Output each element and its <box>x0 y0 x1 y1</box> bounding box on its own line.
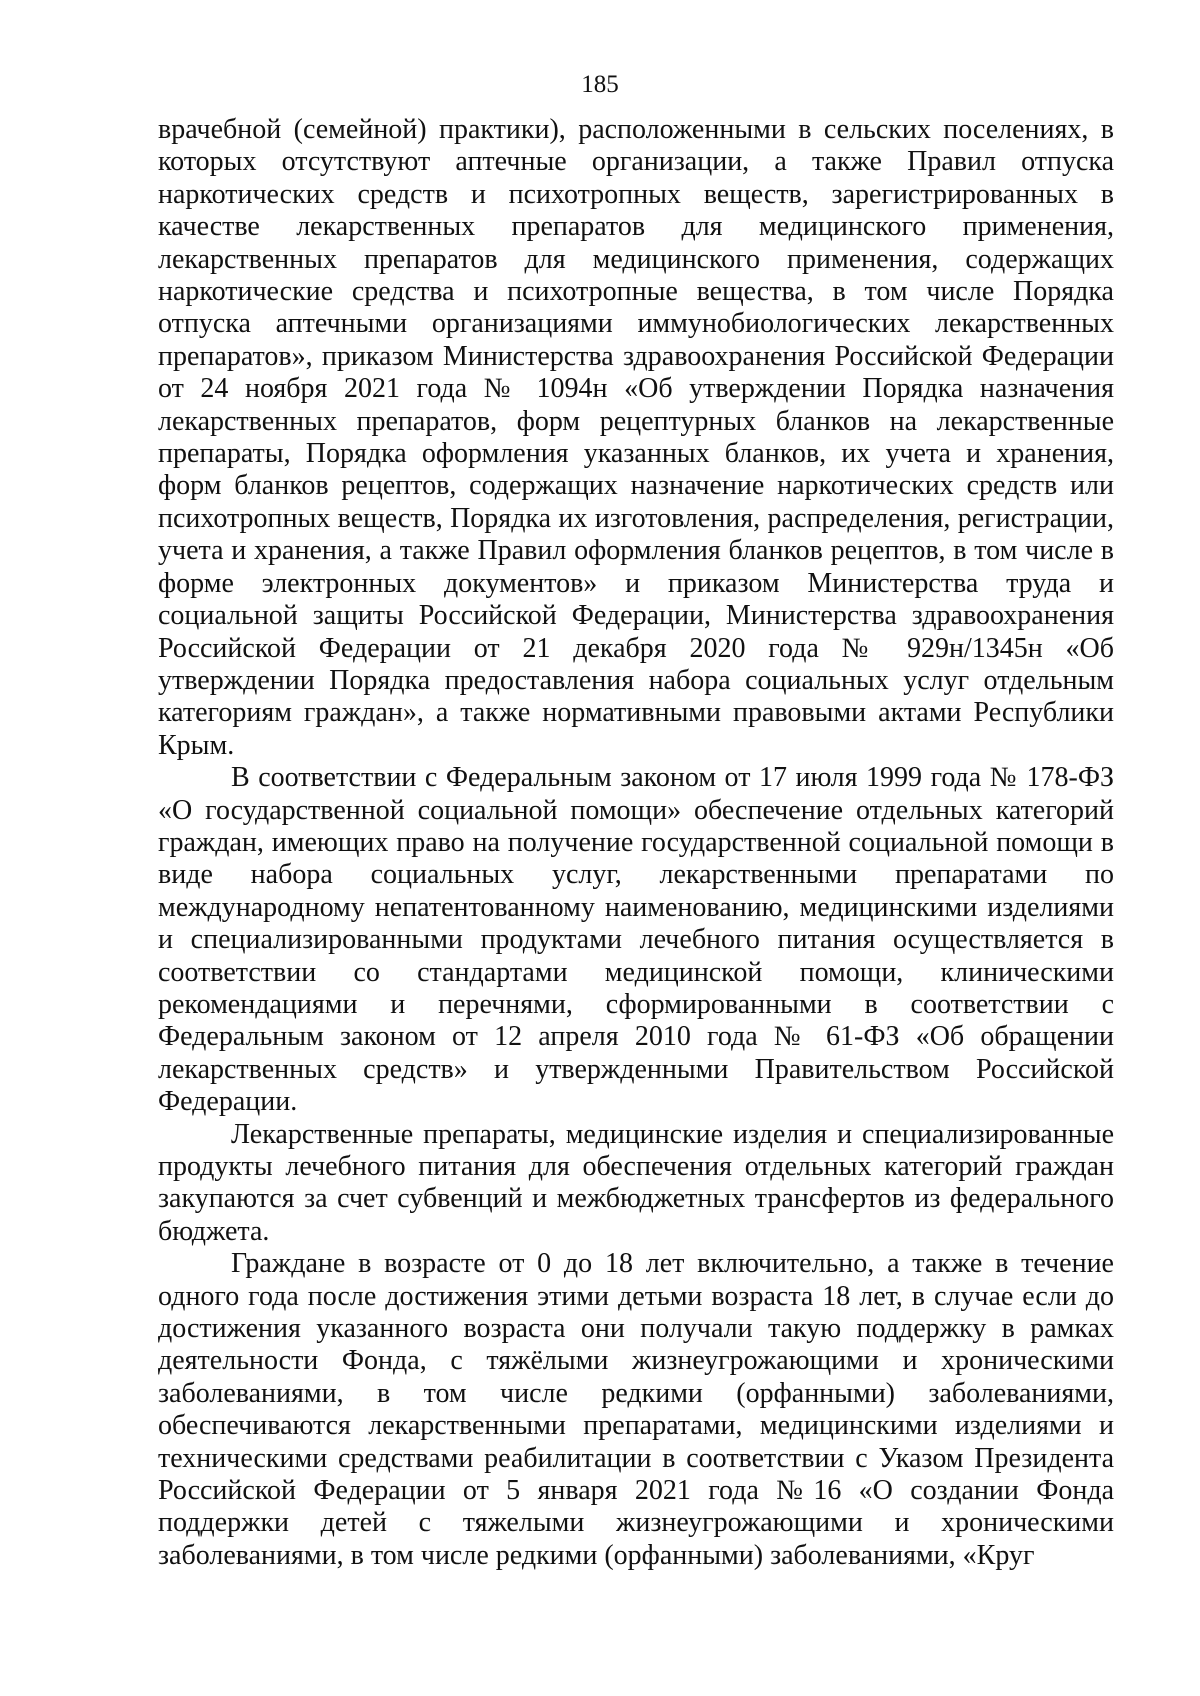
paragraph-procurement: Лекарственные препараты, медицинские изделия и специализированные продукты лечебного питания для обеспечения отдельных категорий граждан закупаются за счет субвенций и межбюджетных трансфертов из федерального бюджета. <box>158 1118 1114 1247</box>
page-number: 185 <box>581 71 619 98</box>
paragraph-continuation: врачебной (семейной) практики), расположенными в сельских поселениях, в которых отсутствуют аптечные организации, а также Правил отпуска наркотических средств и психотропных веществ, зарегистрированных в качестве лекарственных препаратов для медицинского применения, лекарственных препаратов для медицинского применения, содержащих наркотические средства и психотропные вещества, в том числе Порядка отпуска аптечными организациями иммунобиологических лекарственных препаратов», приказом Министерства здравоохранения Российской Федерации от 24 ноября 2021 года № 1094н «Об утверждении Порядка назначения лекарственных препаратов, форм рецептурных бланков на лекарственные препараты, Порядка оформления указанных бланков, их учета и хранения, форм бланков рецептов, содержащих назначение наркотических средств или психотропных веществ, Порядка их изготовления, распределения, регистрации, учета и хранения, а также Правил оформления бланков рецептов, в том числе в форме электронных документов» и приказом Министерства труда и социальной защиты Российской Федерации, Министерства здравоохранения Российской Федерации от 21 декабря 2020 года № 929н/1345н «Об утверждении Порядка предоставления набора социальных услуг отдельным категориям граждан», а также нормативными правовыми актами Республики Крым. <box>158 114 1114 761</box>
paragraph-children-fund: Граждане в возрасте от 0 до 18 лет включительно, а также в течение одного года после достижения этими детьми возраста 18 лет, в случае если до достижения указанного возраста они получали такую поддержку в рамках деятельности Фонда, с тяжёлыми жизнеугрожающими и хроническими заболеваниями, в том числе редкими (орфанными) заболеваниями, обеспечиваются лекарственными препаратами, медицинскими изделиями и техническими средствами реабилитации в соответствии с Указом Президента Российской Федерации от 5 января 2021 года №16 «О создании Фонда поддержки детей с тяжелыми жизнеугрожающими и хроническими заболеваниями, в том числе редкими (орфанными) заболеваниями, «Круг <box>158 1248 1114 1571</box>
document-body <box>158 114 1114 1572</box>
paragraph-federal-law-178: В соответствии с Федеральным законом от 17 июля 1999 года № 178-ФЗ «О государственной социальной помощи» обеспечение отдельных категорий граждан, имеющих право на получение государственной социальной помощи в виде набора социальных услуг, лекарственными препаратами по международному непатентованному наименованию, медицинскими изделиями и специализированными продуктами лечебного питания осуществляется в соответствии со стандартами медицинской помощи, клиническими рекомендациями и перечнями, сформированными в соответствии с Федеральным законом от 12 апреля 2010 года № 61-ФЗ «Об обращении лекарственных средств» и утвержденными Правительством Российской Федерации. <box>158 762 1114 1118</box>
